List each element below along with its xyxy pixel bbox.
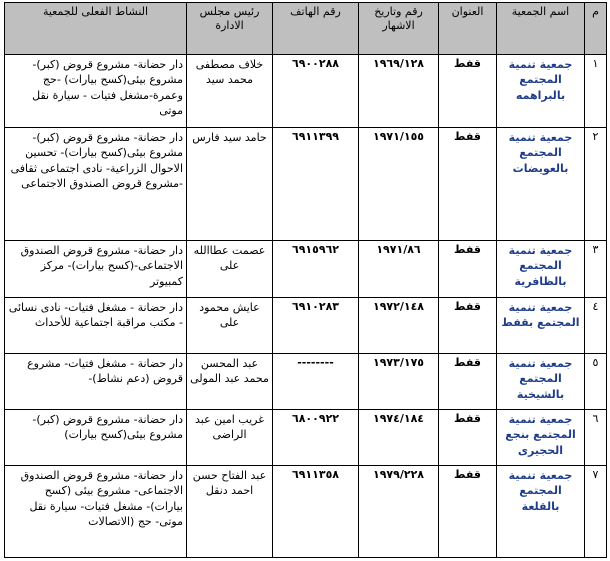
cell-name: جمعية تنمية المجتمع بقفط [497, 298, 585, 354]
cell-board-head: غريب امين عبد الراضى [187, 410, 273, 466]
cell-activity: دار حضانة- مشروع قروض الصندوق الاجتماعى-(كسح بيارات)- مركز كمبيوتر [5, 241, 187, 298]
cell-num: ٣ [585, 241, 607, 298]
cell-name: جمعية تنمية المجتمع بالشيخية [497, 354, 585, 410]
cell-name: جمعية تنمية المجتمع بالقلعة [497, 466, 585, 558]
cell-name: جمعية تنمية المجتمع بالظافرية [497, 241, 585, 298]
header-num: م [585, 3, 607, 55]
header-phone: رقم الهاتف [273, 3, 359, 55]
cell-address: قفط [439, 410, 497, 466]
cell-num: ١ [585, 55, 607, 128]
cell-activity: دار حضانة - مشغل فتيات- مشروع قروض (دعم نشاط)- [5, 354, 187, 410]
cell-activity: دار حضانة- مشروع قروض (كبر)- مشروع بيئى(كسح بيارات) [5, 410, 187, 466]
cell-registration: ١٩٧١/٨٦ [359, 241, 439, 298]
cell-num: ٢ [585, 128, 607, 241]
cell-phone: ٦٩١١٣٩٩ [273, 128, 359, 241]
cell-phone: ٦٩١٠٢٨٣ [273, 298, 359, 354]
cell-activity: دار حضانة- مشروع قروض (كبر)-مشروع بيئى(كسح بيارات)- تحسين الاحوال الزراعية- نادى اجتماعى ثقافى -مشروع قروض الصندوق الاجتماعى [5, 128, 187, 241]
cell-address: قفط [439, 354, 497, 410]
cell-num: ٧ [585, 466, 607, 558]
cell-board-head: حامد سيد فارس [187, 128, 273, 241]
cell-activity: دار حضانة- مشروع قروض (كبر)-مشروع بيئى(كسح بيارات) -حج وعمرة-مشغل فتيات - سيارة نقل موتى [5, 55, 187, 128]
cell-phone: ٦٩٠٠٢٨٨ [273, 55, 359, 128]
table-row [5, 354, 607, 410]
cell-registration: ١٩٦٩/١٢٨ [359, 55, 439, 128]
associations-table [4, 2, 607, 558]
cell-address: قفط [439, 298, 497, 354]
cell-num: ٦ [585, 410, 607, 466]
table-row [5, 298, 607, 354]
cell-registration: ١٩٧٩/٢٢٨ [359, 466, 439, 558]
header-name: اسم الجمعية [497, 3, 585, 55]
table-row [5, 128, 607, 241]
cell-address: قفط [439, 128, 497, 241]
cell-registration: ١٩٧٢/١٤٨ [359, 298, 439, 354]
header-address: العنوان [439, 3, 497, 55]
cell-phone: ٦٩١٥٩٦٢ [273, 241, 359, 298]
table-row [5, 55, 607, 128]
cell-address: قفط [439, 241, 497, 298]
header-activity: النشاط الفعلى للجمعية [5, 3, 187, 55]
cell-address: قفط [439, 466, 497, 558]
cell-name: جمعية تنمية المجتمع بنجع الحجيرى [497, 410, 585, 466]
cell-board-head: عبد المحسن محمد عبد المولى [187, 354, 273, 410]
cell-phone: ٦٩١١٣٥٨ [273, 466, 359, 558]
cell-board-head: خلاف مصطفى محمد سيد [187, 55, 273, 128]
cell-board-head: عصمت عطاالله على [187, 241, 273, 298]
table-row [5, 241, 607, 298]
cell-board-head: عبد الفتاح حسن احمد دنقل [187, 466, 273, 558]
cell-num: ٤ [585, 298, 607, 354]
cell-address: قفط [439, 55, 497, 128]
cell-registration: ١٩٧١/١٥٥ [359, 128, 439, 241]
cell-phone: -------- [273, 354, 359, 410]
cell-board-head: عايش محمود على [187, 298, 273, 354]
header-board-head: رئيس مجلس الادارة [187, 3, 273, 55]
cell-num: ٥ [585, 354, 607, 410]
cell-registration: ١٩٧٤/١٨٤ [359, 410, 439, 466]
table-row [5, 466, 607, 558]
header-registration: رقم وتاريخ الاشهار [359, 3, 439, 55]
table-row [5, 410, 607, 466]
cell-phone: ٦٨٠٠٩٢٢ [273, 410, 359, 466]
table-header-row [5, 3, 607, 55]
cell-registration: ١٩٧٣/١٧٥ [359, 354, 439, 410]
cell-name: جمعية تنمية المجتمع بالعويضات [497, 128, 585, 241]
cell-activity: دار حضانة- مشروع قروض الصندوق الاجتماعى- مشروع بيئى (كسح بيارات)- مشغل فتيات- سيارة نقل موتى- حج (الاتصالات [5, 466, 187, 558]
cell-name: جمعية تنمية المجتمع بالبراهمه [497, 55, 585, 128]
cell-activity: دار حضانة - مشغل فتيات- نادى نسائى - مكتب مراقبة اجتماعية للأحداث [5, 298, 187, 354]
